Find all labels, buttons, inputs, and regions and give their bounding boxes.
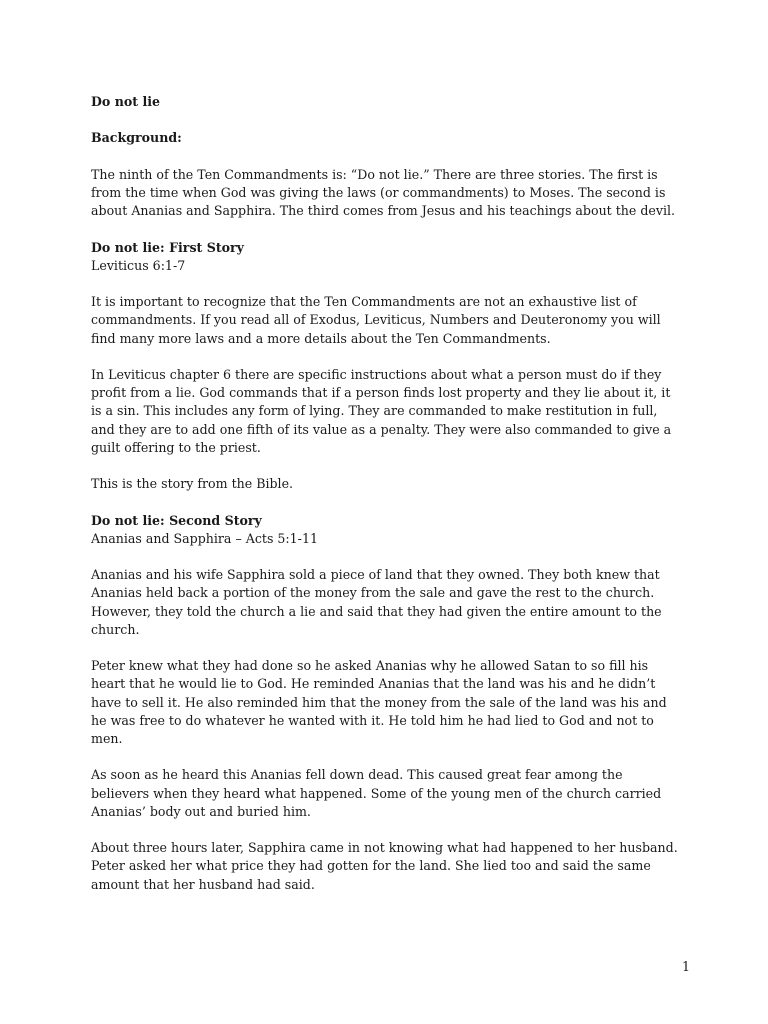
story2-paragraph: Ananias and his wife Sapphira sold a piece of land that they owned. They both knew that Ananias held back a portion of the money from the sale and gave the rest to the church. However, they told the church a lie and said that they had given the entire amount to the church. <box>91 567 662 637</box>
story1-paragraph: It is important to recognize that the Ten Commandments are not an exhaustive list of commandments. If you read all of Exodus, Leviticus, Numbers and Deuteronomy you will find many more laws and a more details about the Ten Commandments. <box>91 294 661 346</box>
document-title: Do not lie <box>91 94 161 109</box>
story1-heading: Do not lie: First Story <box>91 239 244 255</box>
page-number: 1 <box>681 959 690 974</box>
background-heading: Background: <box>91 130 182 146</box>
story1-paragraph: In Leviticus chapter 6 there are specific instructions about what a person must do if they profit from a lie. God commands that if a person finds lost property and they lie about it, it is a sin. This includes any form of lying. They are commanded to make restitution in full, and they are to add one fifth of its value as a penalty. They were also commanded to give a guilt offering to the priest. <box>91 366 672 455</box>
document-body <box>91 93 681 912</box>
story1-reference: Leviticus 6:1-7 <box>91 257 186 273</box>
intro-paragraph: The ninth of the Ten Commandments is: “Do not lie.” There are three stories. The first is from the time when God was giving the laws (or commandments) to Moses. The second is about Ananias and Sapphira. The third comes from Jesus and his teachings about the devil. <box>91 166 676 219</box>
story2-paragraph: About three hours later, Sapphira came in not knowing what had happened to her husband. Peter asked her what price they had gotten for the land. She lied too and said the same amount that her husband had said. <box>91 840 678 892</box>
story2-heading: Do not lie: Second Story <box>91 512 262 528</box>
story2-paragraph: As soon as he heard this Ananias fell down dead. This caused great fear among the believers when they heard what happened. Some of the young men of the church carried Ananias’ body out and buried him. <box>91 767 662 819</box>
story1-paragraph: This is the story from the Bible. <box>91 476 294 492</box>
story2-reference: Ananias and Sapphira – Acts 5:1-11 <box>91 530 318 546</box>
story2-paragraph: Peter knew what they had done so he asked Ananias why he allowed Satan to so fill his heart that he would lie to God. He reminded Ananias that the land was his and he didn’t have to sell it. He also reminded him that the money from the sale of the land was his and he was free to do whatever he wanted with it. He told him he had lied to God and not to men. <box>91 658 667 746</box>
